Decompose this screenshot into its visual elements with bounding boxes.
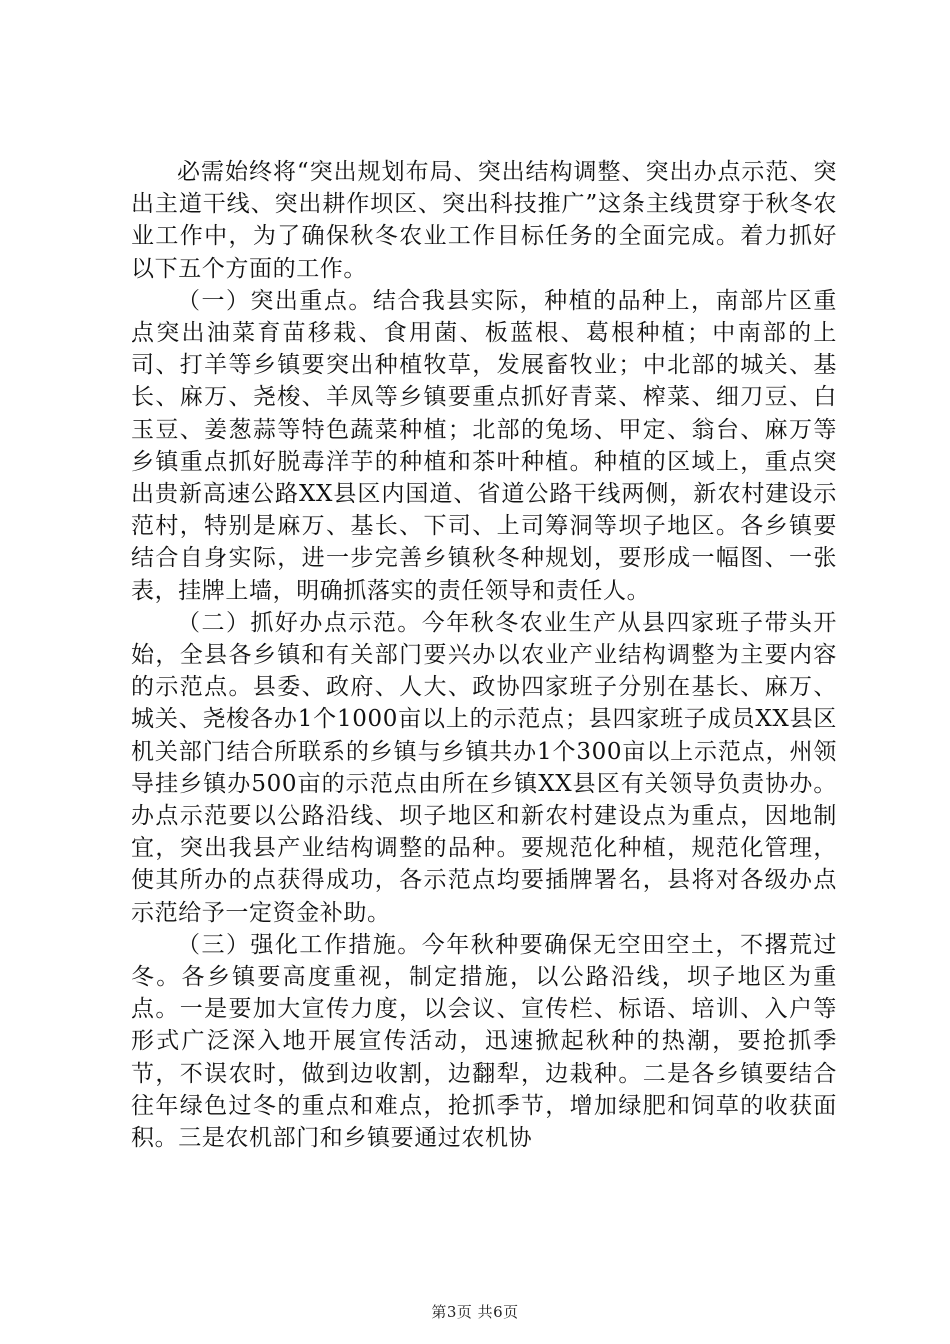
paragraph-section-2: （二）抓好办点示范。今年秋冬农业生产从县四家班子带头开始，全县各乡镇和有关部门要兴办以农业产业结构调整为主要内容的示范点。县委、政府、人大、政协四家班子分别在基长、麻万、城关、尧梭各办1个1000亩以上的示范点；县四家班子成员XX县区机关部门结合所联系的乡镇与乡镇共办1个300亩以上示范点，州领导挂乡镇办500亩的示范点由所在乡镇XX县区有关领导负责协办。办点示范要以公路沿线、坝子地区和新农村建设点为重点，因地制宜，突出我县产业结构调整的品种。要规范化种植，规范化管理，使其所办的点获得成功，各示范点均要插牌署名，县将对各级办点示范给予一定资金补助。 bbox=[131, 609, 837, 926]
document-body bbox=[131, 156, 837, 1154]
paragraph-intro: 必需始终将“突出规划布局、突出结构调整、突出办点示范、突出主道干线、突出耕作坝区、突出科技推广”这条主线贯穿于秋冬农业工作中，为了确保秋冬农业工作目标任务的全面完成。着力抓好以下五个方面的工作。 bbox=[131, 159, 837, 282]
page-footer: 第3页 共6页 bbox=[431, 1303, 519, 1321]
paragraph-section-1: （一）突出重点。结合我县实际，种植的品种上，南部片区重点突出油菜育苗移栽、食用菌、板蓝根、葛根种植；中南部的上司、打羊等乡镇要突出种植牧草，发展畜牧业；中北部的城关、基长、麻万、尧梭、羊凤等乡镇要重点抓好青菜、榨菜、细刀豆、白玉豆、姜葱蒜等特色蔬菜种植；北部的兔场、甲定、翁台、麻万等乡镇重点抓好脱毒洋芋的种植和茶叶种植。种植的区域上，重点突出贵新高速公路XX县区内国道、省道公路干线两侧，新农村建设示范村，特别是麻万、基长、下司、上司筹洞等坝子地区。各乡镇要结合自身实际，进一步完善乡镇秋冬种规划，要形成一幅图、一张表，挂牌上墙，明确抓落实的责任领导和责任人。 bbox=[131, 287, 837, 604]
paragraph-section-3: （三）强化工作措施。今年秋种要确保无空田空土，不撂荒过冬。各乡镇要高度重视，制定措施，以公路沿线，坝子地区为重点。一是要加大宣传力度，以会议、宣传栏、标语、培训、入户等形式广泛深入地开展宣传活动，迅速掀起秋种的热潮，要抢抓季节，不误农时，做到边收割，边翻犁，边栽种。二是各乡镇要结合往年绿色过冬的重点和难点，抢抓季节，增加绿肥和饲草的收获面积。三是农机部门和乡镇要通过农机协 bbox=[131, 931, 837, 1152]
